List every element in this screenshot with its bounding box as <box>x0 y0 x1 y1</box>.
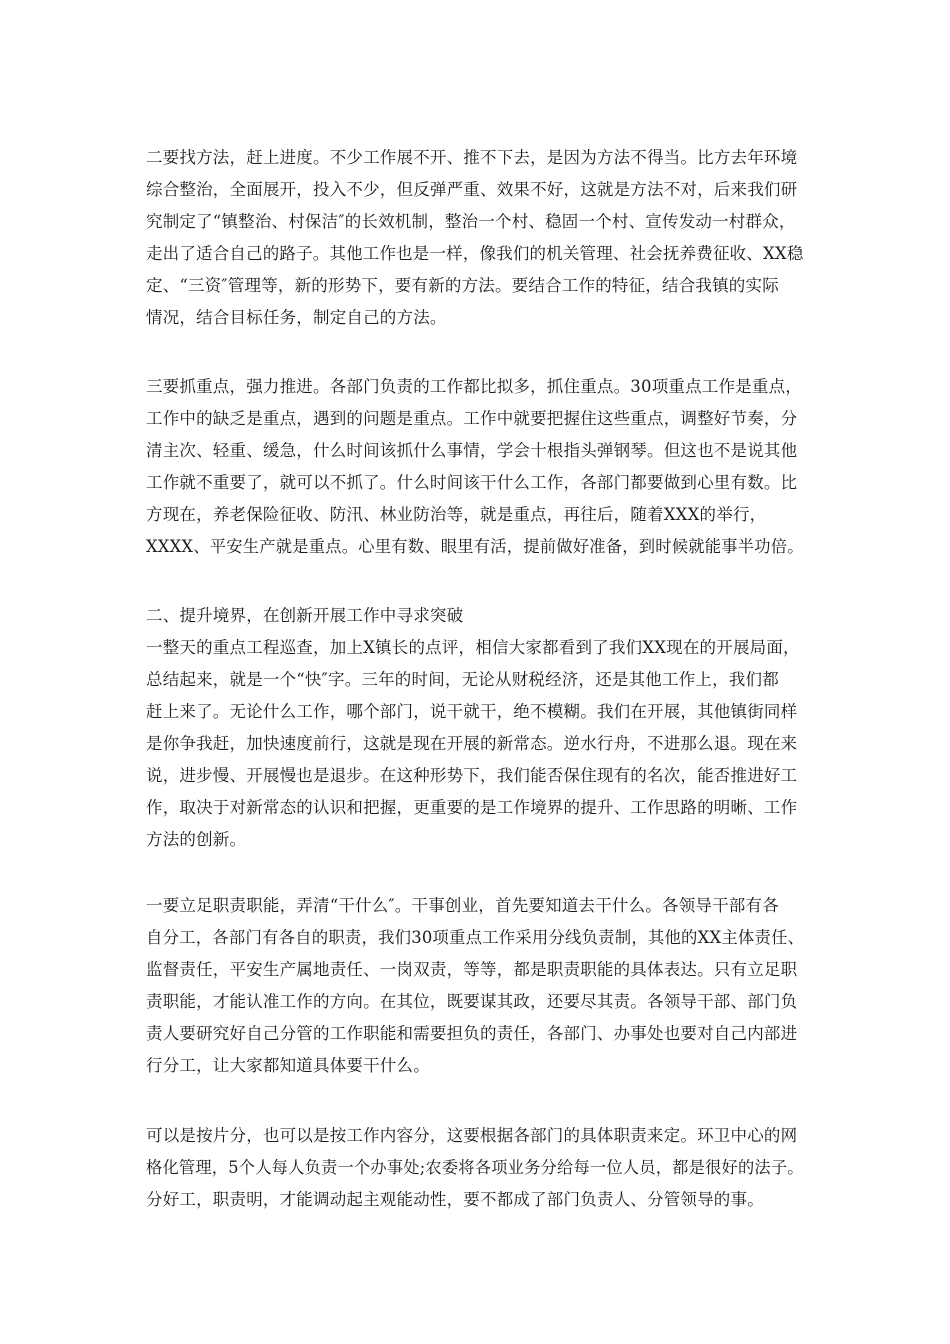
text-line: 工作中的缺乏是重点，遇到的问题是重点。工作中就要把握住这些重点，调整好节奏，分 <box>146 409 798 428</box>
text-line: 走出了适合自己的路子。其他工作也是一样，像我们的机关管理、社会抚养费征收、XX稳 <box>146 244 804 263</box>
text-line: 一整天的重点工程巡查，加上X镇长的点评，相信大家都看到了我们XX现在的开展局面， <box>146 638 800 657</box>
text-line: 一要立足职责职能，弄清“干什么″。干事创业，首先要知道去干什么。各领导干部有各 <box>146 896 779 915</box>
text-line: 二要找方法，赶上进度。不少工作展不开、推不下去，是因为方法不得当。比方去年环境 <box>146 148 798 167</box>
text-line: 行分工，让大家都知道具体要干什么。 <box>146 1056 430 1075</box>
text-line: 可以是按片分，也可以是按工作内容分，这要根据各部门的具体职责来定。环卫中心的网 <box>146 1126 798 1145</box>
text-line: 总结起来，就是一个“快″字。三年的时间，无论从财税经济，还是其他工作上，我们都 <box>146 670 779 689</box>
text-line: 作，取决于对新常态的认识和把握，更重要的是工作境界的提升、工作思路的明晰、工作 <box>146 798 798 817</box>
text-line: 究制定了“镇整治、村保洁″的长效机制，整治一个村、稳固一个村、宣传发动一村群众， <box>146 212 796 231</box>
text-line: 责人要研究好自己分管的工作职能和需要担负的责任，各部门、办事处也要对自己内部进 <box>146 1024 798 1043</box>
text-line: 定、“三资″管理等，新的形势下，要有新的方法。要结合工作的特征，结合我镇的实际 <box>146 276 779 295</box>
text-line: 是你争我赶，加快速度前行，这就是现在开展的新常态。逆水行舟，不进那么退。现在来 <box>146 734 798 753</box>
text-line: 情况，结合目标任务，制定自己的方法。 <box>146 308 447 327</box>
text-line: 方现在，养老保险征收、防汛、林业防治等，就是重点，再往后，随着XXX的举行， <box>146 505 767 524</box>
text-line: 分好工，职责明，才能调动起主观能动性，要不都成了部门负责人、分管领导的事。 <box>146 1190 764 1209</box>
text-line: 格化管理，5个人每人负责一个办事处;农委将各项业务分给每一位人员，都是很好的法子。 <box>146 1158 804 1177</box>
text-line: 赶上来了。无论什么工作，哪个部门，说干就干，绝不模糊。我们在开展，其他镇街同样 <box>146 702 798 721</box>
text-line: 三要抓重点，强力推进。各部门负责的工作都比拟多，抓住重点。30项重点工作是重点， <box>146 377 802 396</box>
text-line: 监督责任，平安生产属地责任、一岗双责，等等，都是职责职能的具体表达。只有立足职 <box>146 960 798 979</box>
text-line: 工作就不重要了，就可以不抓了。什么时间该干什么工作，各部门都要做到心里有数。比 <box>146 473 798 492</box>
text-line: 自分工，各部门有各自的职责，我们30项重点工作采用分线负责制，其他的XX主体责任、 <box>146 928 805 947</box>
text-line: 说，进步慢、开展慢也是退步。在这种形势下，我们能否保住现有的名次，能否推进好工 <box>146 766 798 785</box>
text-line: XXXX、平安生产就是重点。心里有数、眼里有活，提前做好准备，到时候就能事半功倍。 <box>146 537 804 556</box>
text-line: 综合整治，全面展开，投入不少，但反弹严重、效果不好，这就是方法不对，后来我们研 <box>146 180 798 199</box>
text-line: 责职能，才能认准工作的方向。在其位，既要谋其政，还要尽其责。各领导干部、部门负 <box>146 992 798 1011</box>
section-heading: 二、提升境界，在创新开展工作中寻求突破 <box>146 606 464 625</box>
text-line: 清主次、轻重、缓急，什么时间该抓什么事情，学会十根指头弹钢琴。但这也不是说其他 <box>146 441 798 460</box>
text-line: 方法的创新。 <box>146 830 247 849</box>
